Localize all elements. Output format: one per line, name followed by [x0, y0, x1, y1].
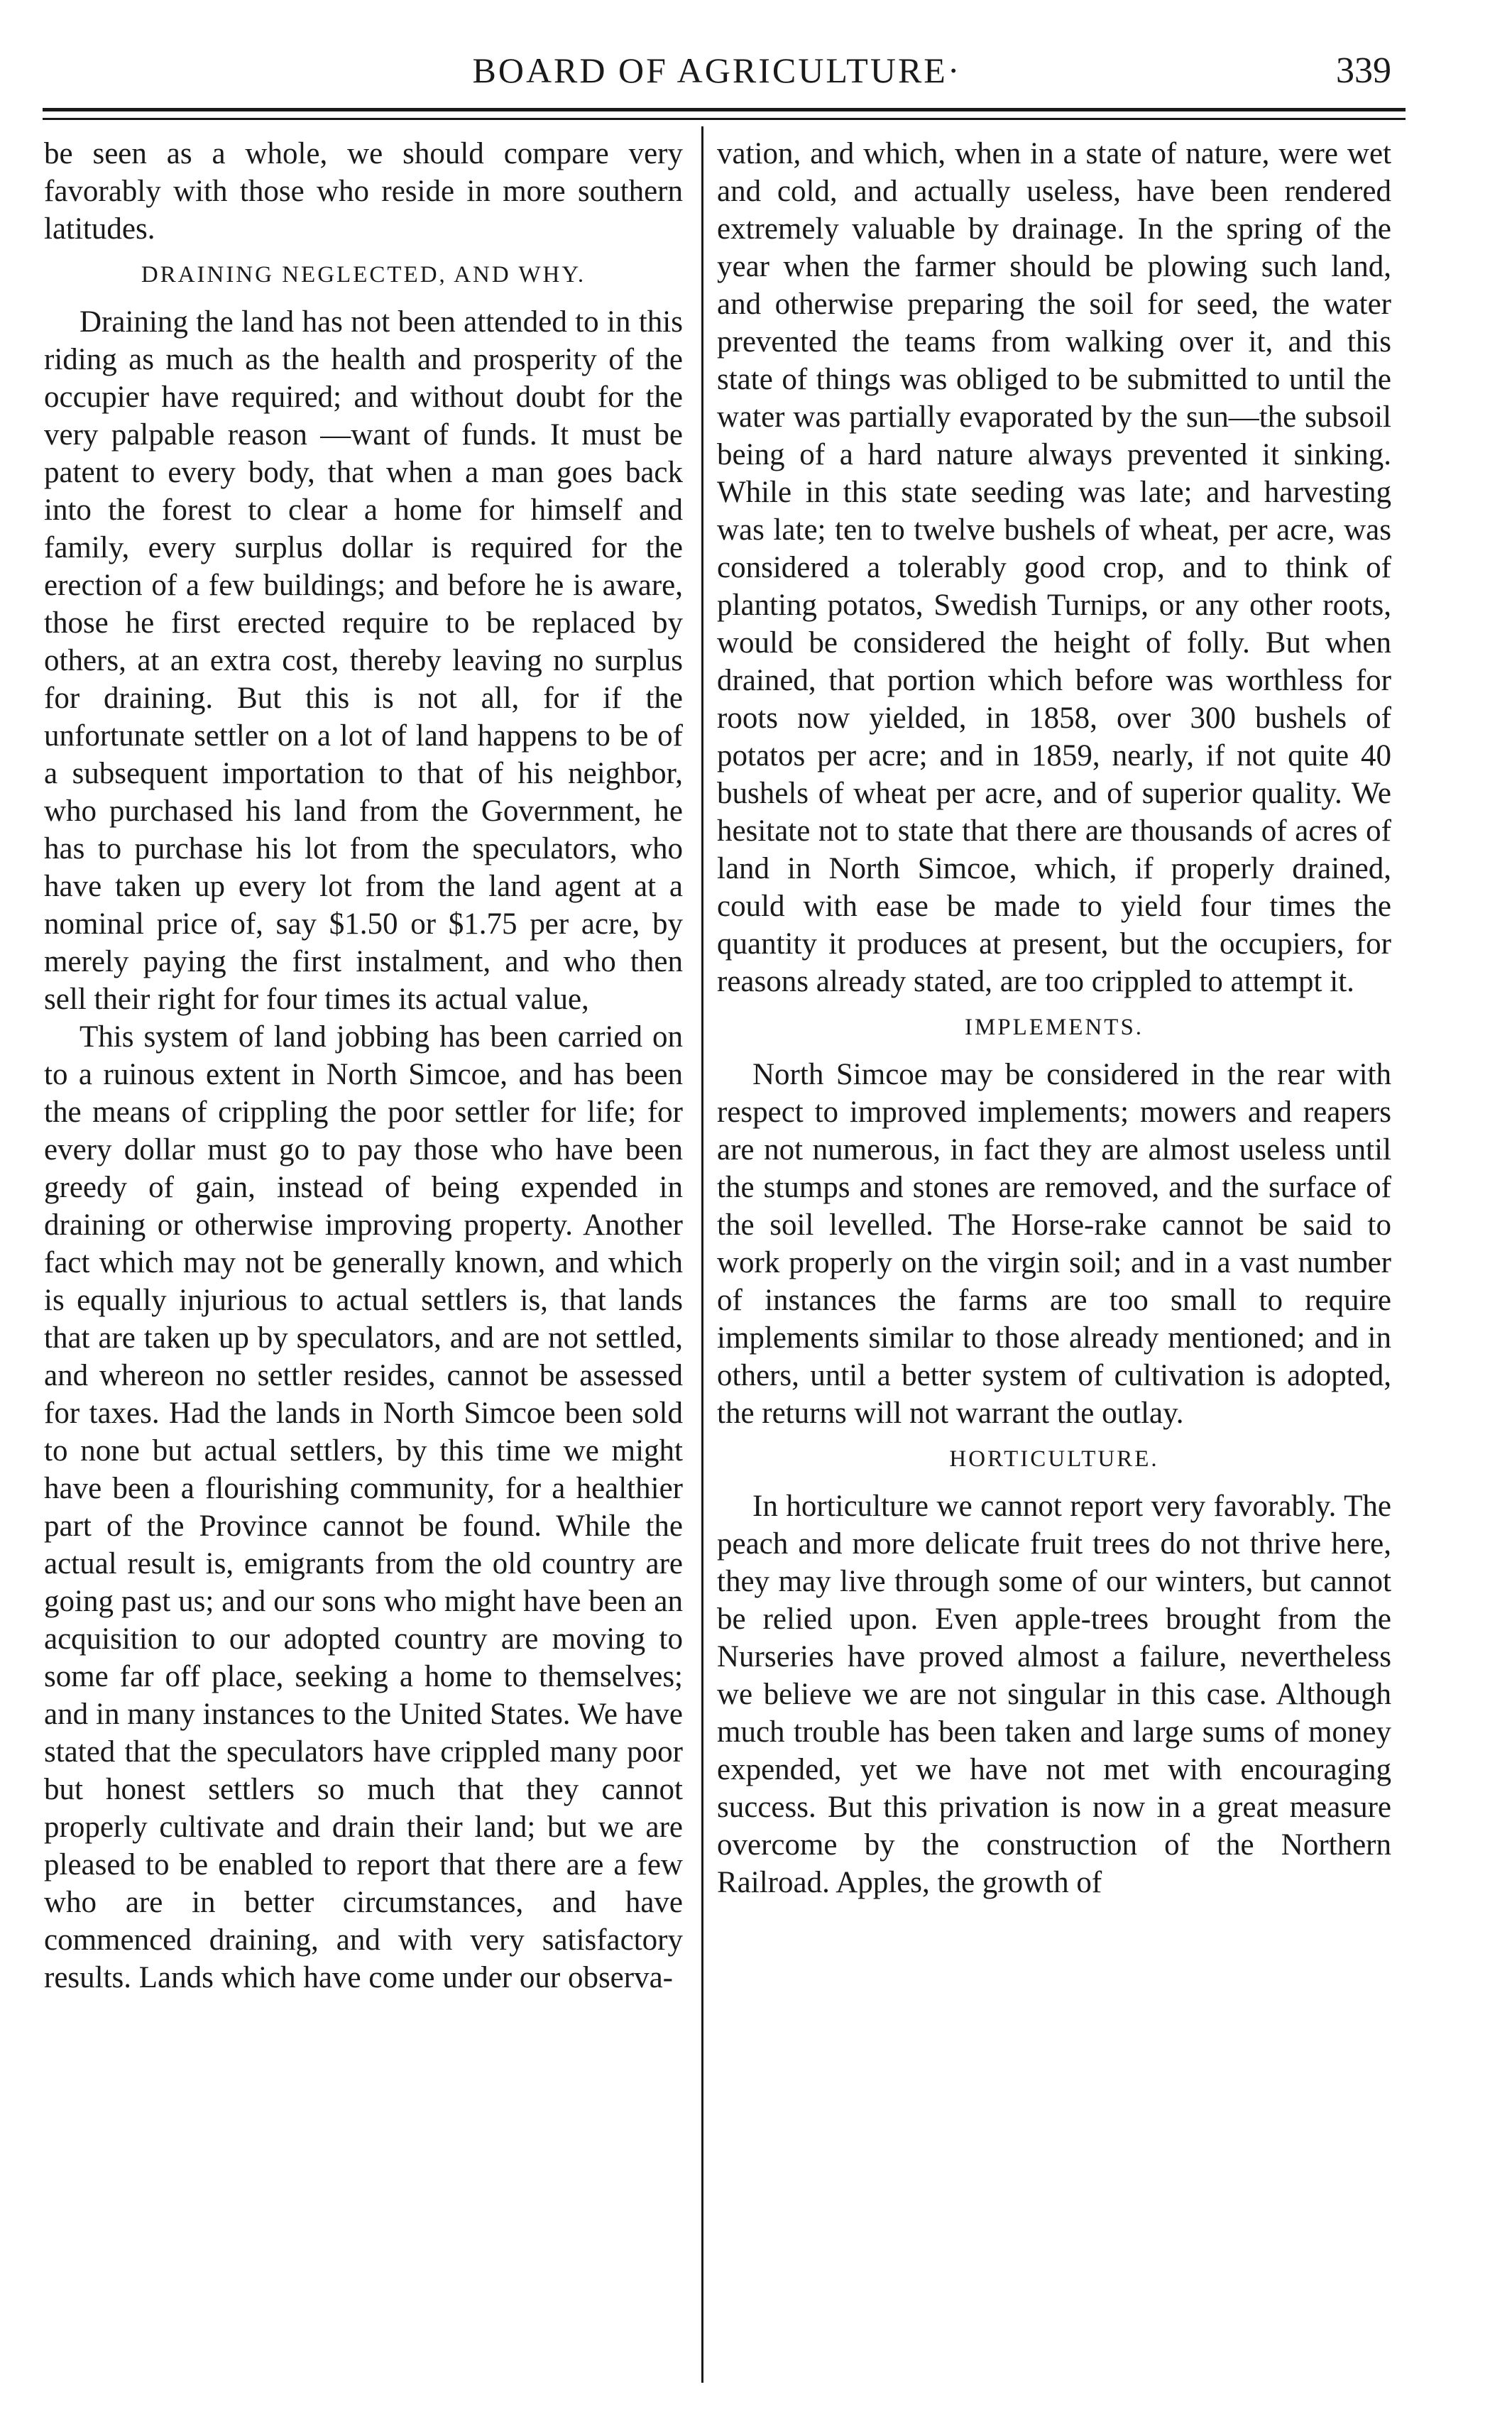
header-rule-thin — [43, 118, 1406, 120]
horticulture-paragraph: In horticulture we cannot report very favorably. The peach and more delicate fruit trees do not thrive here, they may live through some of our winters, but cannot be relied upon. Even apple-trees brought from the Nurseries have proved almost a failure, nevertheless we believe we are not singular in this case. Although much trouble has been taken and large sums of money expended, yet we have not met with encouraging success. But this privation is now in a great measure overcome by the construction of the Northern Railroad. Apples, the growth of — [717, 1490, 1391, 1899]
draining-paragraph: Draining the land has not been attended to in this riding as much as the health and prosperity of the occupier have required; and without doubt for the very palpable reason —want of funds. It must be patent to every body, that when a man goes back into the forest to clear a home for himself and family, every surplus dollar is required for the erection of a few buildings; and before he is aware, those he first erected require to be replaced by others, at an extra cost, thereby leaving no surplus for draining. But this is not all, for if the unfortunate settler on a lot of land happens to be of a subsequent importation to that of his neighbor, who purchased his land from the Government, he has to purchase his lot from the speculators, who have taken up every lot from the land agent at a nominal price of, say $1.50 or $1.75 per acre, by merely paying the first instalment, and who then sell their right for four times its actual value, — [44, 305, 683, 1016]
left-column — [44, 135, 683, 1997]
running-head — [43, 43, 1391, 99]
continuation-paragraph: vation, and which, when in a state of nature, were wet and cold, and actually useless, have been rendered extremely valuable by drainage. In the spring of the year when the farmer should be plowing such land, and otherwise preparing the soil for seed, the water prevented the teams from walking over it, and this state of things was obliged to be submitted to until the water was partially evaporated by the sun—the subsoil being of a hard nature always prevented it sinking. While in this state seeding was late; and harvesting was late; ten to twelve bushels of wheat, per acre, was considered a tolerably good crop, and to think of planting potatos, Swedish Turnips, or any other roots, would be considered the height of folly. But when drained, that portion which before was worthless for roots now yielded, in 1858, over 300 bushels of potatos per acre; and in 1859, nearly, if not quite 40 bushels of wheat per acre, and of superior quality. We hesitate not to state that there are thousands of acres of land in North Simcoe, which, if properly drained, could with ease be made to yield four times the quantity it produces at present, but the occupiers, for reasons already stated, are too crippled to attempt it. — [717, 137, 1391, 998]
right-column — [717, 135, 1391, 1901]
column-divider — [701, 126, 703, 2383]
page-number: 339 — [1336, 50, 1391, 91]
heading-draining: DRAINING NEGLECTED, AND WHY. — [141, 262, 586, 288]
jobbing-paragraph: This system of land jobbing has been carried on to a ruinous extent in North Simcoe, and has been the means of crippling the poor settler for life; for every dollar must go to pay those who have been greedy of gain, instead of being expended in draining or otherwise improving property. Another fact which may not be generally known, and which is equally injurious to actual settlers is, that lands that are taken up by speculators, and are not settled, and whereon no settler resides, cannot be assessed for taxes. Had the lands in North Simcoe been sold to none but actual settlers, by this time we might have been a flourishing community, for a healthier part of the Province cannot be found. While the actual result is, emigrants from the old country are going past us; and our sons who might have been an acquisition to our adopted country are moving to some far off place, seeking a home to themselves; and in many instances to the United States. We have stated that the speculators have crippled many poor but honest settlers so much that they cannot properly cultivate and drain their land; but we are pleased to be enabled to report that there are a few who are in better circumstances, and have commenced draining, and with very satisfactory results. Lands which have come under our observa- — [44, 1020, 683, 1994]
heading-implements: IMPLEMENTS. — [964, 1015, 1144, 1040]
intro-paragraph: be seen as a whole, we should compare very favorably with those who reside in more southern latitudes. — [44, 137, 683, 246]
header-rule — [43, 108, 1406, 111]
running-title: BOARD OF AGRICULTURE· — [472, 50, 962, 90]
heading-horticulture: HORTICULTURE. — [949, 1446, 1159, 1472]
implements-paragraph: North Simcoe may be considered in the rear with respect to improved implements; mowers and reapers are not numerous, in fact they are almost useless until the stumps and stones are removed, and the surface of the soil levelled. The Horse-rake cannot be said to work properly on the virgin soil; and in a vast number of instances the farms are too small to require implements similar to those already mentioned; and in others, until a better system of cultivation is adopted, the returns will not warrant the outlay. — [717, 1058, 1391, 1430]
